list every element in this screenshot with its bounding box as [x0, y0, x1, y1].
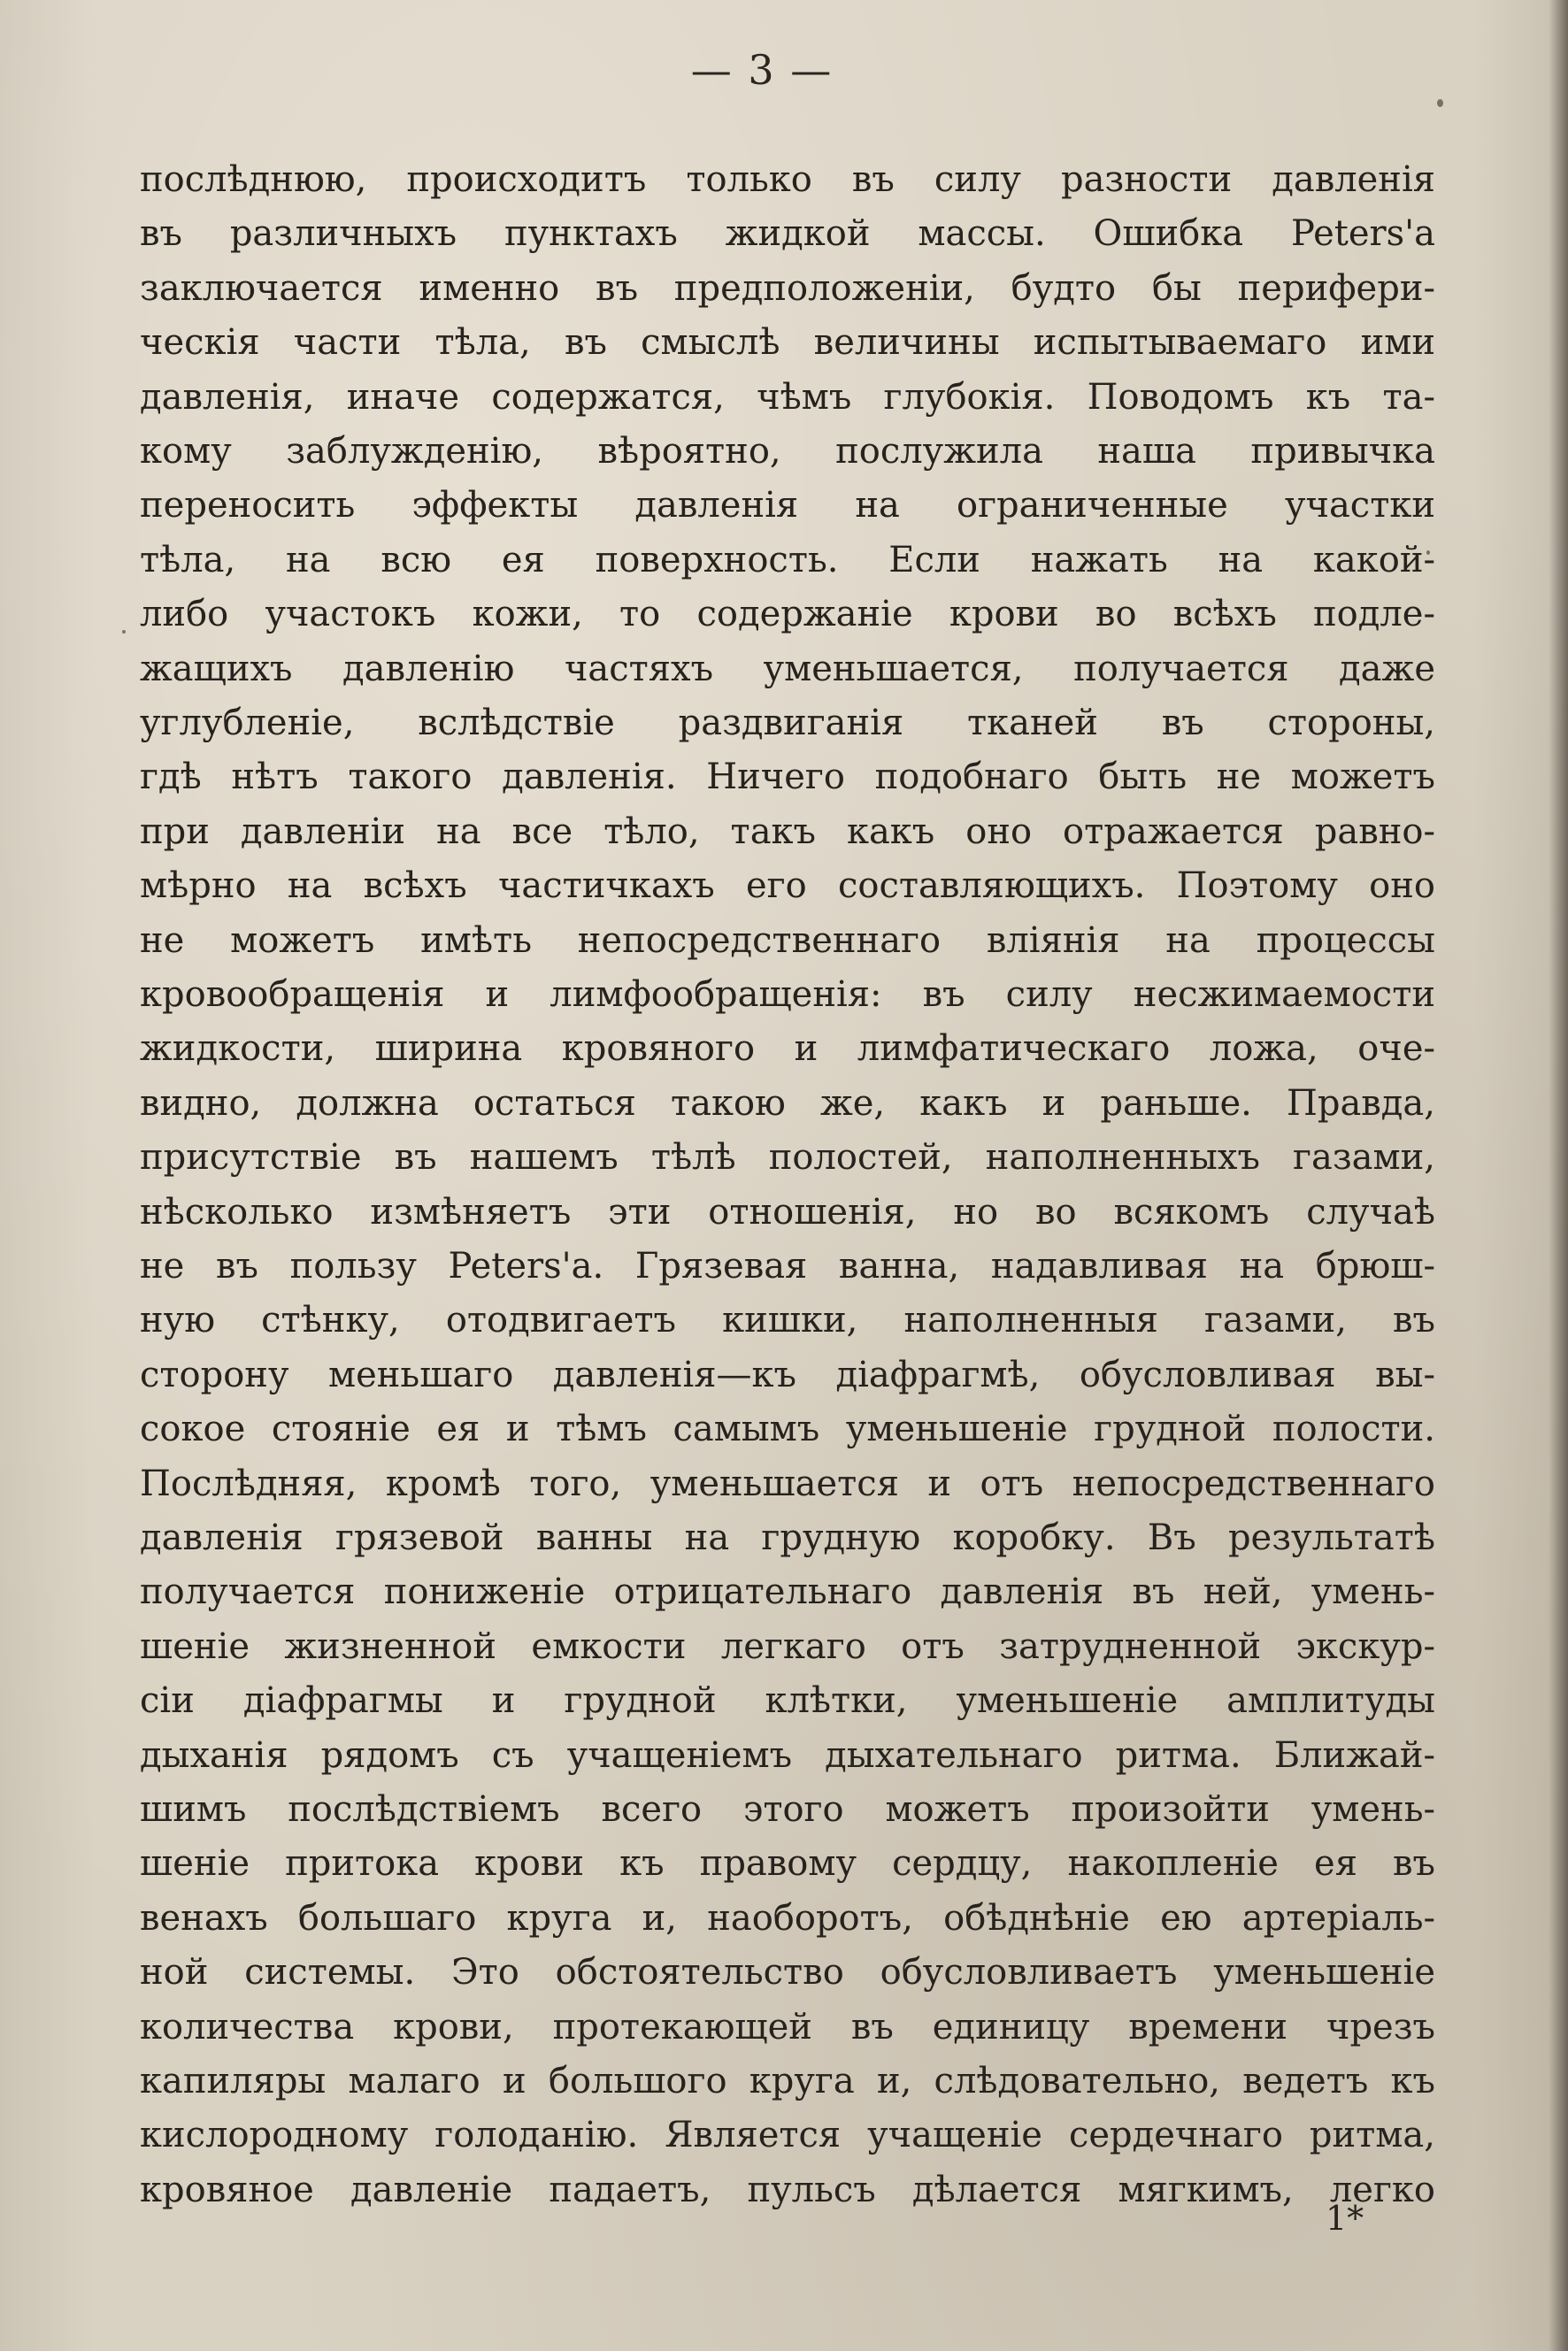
text-line: либо участокъ кожи, то содержаніе крови во всѣхъ подле-	[140, 594, 1435, 634]
text-line: капиляры малаго и большого круга и, слѣдовательно, ведетъ къ	[140, 2061, 1435, 2101]
text-line: шеніе жизненной емкости легкаго отъ затрудненной экскур-	[140, 1626, 1435, 1667]
text-line: не въ пользу Peters'а. Грязевая ванна, надавливая на брюш-	[140, 1246, 1435, 1287]
text-line: получается пониженіе отрицательнаго давленія въ ней, умень-	[140, 1571, 1435, 1612]
text-line: жащихъ давленію частяхъ уменьшается, получается даже	[140, 649, 1435, 689]
text-line: углубленіе, вслѣдствіе раздвиганія тканей въ стороны,	[140, 703, 1435, 743]
text-line: кровообращенія и лимфообращенія: въ силу несжимаемости	[140, 974, 1435, 1015]
text-line: въ различныхъ пунктахъ жидкой массы. Ошибка Peters'а	[140, 213, 1435, 254]
text-line: видно, должна остаться такою же, какъ и раньше. Правда,	[140, 1083, 1435, 1124]
text-line: заключается именно въ предположеніи, будто бы перифери-	[140, 268, 1435, 309]
text-line: давленія грязевой ванны на грудную коробку. Въ результатѣ	[140, 1517, 1435, 1558]
text-line: сіи діафрагмы и грудной клѣтки, уменьшеніе амплитуды	[140, 1680, 1435, 1721]
text-line: кому заблужденію, вѣроятно, послужила наша привычка	[140, 431, 1435, 472]
text-line: переносить эффекты давленія на ограниченные участки	[140, 485, 1435, 526]
text-line: венахъ большаго круга и, наоборотъ, обѣднѣніе ею артеріаль-	[140, 1898, 1435, 1939]
text-line: присутствіе въ нашемъ тѣлѣ полостей, наполненныхъ газами,	[140, 1137, 1435, 1178]
text-line: ной системы. Это обстоятельство обусловливаетъ уменьшеніе	[140, 1952, 1435, 1993]
text-line: гдѣ нѣтъ такого давленія. Ничего подобнаго быть не можетъ	[140, 757, 1435, 797]
text-line: ную стѣнку, отодвигаетъ кишки, наполненныя газами, въ	[140, 1300, 1435, 1341]
text-line: при давленіи на все тѣло, такъ какъ оно отражается равно-	[140, 811, 1435, 852]
text-line: жидкости, ширина кровяного и лимфатическаго ложа, оче-	[140, 1028, 1435, 1069]
text-line: не можетъ имѣть непосредственнаго вліянія на процессы	[140, 920, 1435, 961]
text-line: сторону меньшаго давленія—къ діафрагмѣ, обусловливая вы-	[140, 1355, 1435, 1395]
text-line: послѣднюю, происходитъ только въ силу разности давленія	[140, 159, 1435, 200]
page-number: — 3 —	[690, 46, 834, 94]
text-line: Послѣдняя, кромѣ того, уменьшается и отъ непосредственнаго	[140, 1464, 1435, 1504]
text-line: шимъ послѣдствіемъ всего этого можетъ произойти умень-	[140, 1789, 1435, 1830]
text-line: шеніе притока крови къ правому сердцу, накопленіе ея въ	[140, 1843, 1435, 1884]
text-line: кровяное давленіе падаетъ, пульсъ дѣлается мягкимъ, легко	[140, 2170, 1435, 2210]
text-line: тѣла, на всю ея поверхность. Если нажать на какой-	[140, 540, 1435, 580]
text-line: ческія части тѣла, въ смыслѣ величины испытываемаго ими	[140, 322, 1435, 363]
text-line: мѣрно на всѣхъ частичкахъ его составляющихъ. Поэтому оно	[140, 865, 1435, 906]
text-line: дыханія рядомъ съ учащеніемъ дыхательнаго ритма. Ближай-	[140, 1735, 1435, 1776]
text-line: давленія, иначе содержатся, чѣмъ глубокія. Поводомъ къ та-	[140, 377, 1435, 418]
text-line: количества крови, протекающей въ единицу времени чрезъ	[140, 2007, 1435, 2048]
text-line: кислородному голоданію. Является учащеніе сердечнаго ритма,	[140, 2115, 1435, 2155]
text-line: нѣсколько измѣняетъ эти отношенія, но во всякомъ случаѣ	[140, 1192, 1435, 1233]
printer-signature-mark: 1*	[1326, 2199, 1364, 2238]
text-line: сокое стояніе ея и тѣмъ самымъ уменьшеніе грудной полости.	[140, 1409, 1435, 1449]
